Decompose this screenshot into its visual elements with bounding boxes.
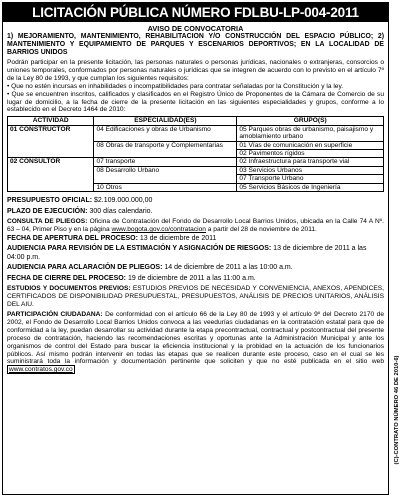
specialty-cell: 08 Obras de transporte y Complementarias	[94, 141, 237, 158]
closing-line	[7, 275, 384, 284]
activity-cell: 01 CONSTRUCTOR	[8, 125, 94, 158]
specialty-cell: 08 Desarrollo Urbano	[94, 166, 237, 183]
clarification-hearing-label: AUDIENCIA PARA ACLARACIÓN DE PLIEGOS:	[7, 264, 163, 272]
specialty-cell: 07 transporte	[94, 158, 237, 166]
contratos-link[interactable]: www.contratos.gov.co	[9, 366, 73, 374]
risk-hearing-value: 13 de diciembre de 2011 a las 04:00 p.m.	[7, 245, 367, 261]
term-value: 300 días calendario.	[89, 207, 153, 215]
group-cell: 02 Pavimentos rígidos	[237, 149, 384, 157]
activity-cell: 02 CONSULTOR	[8, 158, 94, 192]
participation-paragraph	[7, 311, 384, 374]
requirement-bullet-2: • Que se encuentren inscritos, calificados y clasificados en el Registro Único de Proponentes de la Cámara de Comercio de su lugar de domicilio, a la fecha de cierre de la presente licitación en las siguientes especialidades y grupos, conforme a lo establecido en el Decreto 1464 de 2010:	[7, 90, 384, 114]
term-label: PLAZO DE EJECUCIÓN:	[7, 207, 88, 215]
participation-text: De conformidad con el artículo 66 de la Ley 80 de 1993 y el artículo 9º del Decreto 2170 de 2002, el Fondo de Desarrollo Local Barrios Unidos convoca a las veedurías ciudadanas en la contratación estatal para que de conformidad a la ley, puedan desarrollar su actividad durante la etapa precontractual, contractual y postcontractual del presente proceso de contratación, haciendo las recomendaciones escritas y oportunas ante la Administración Municipal y ante los organismos de control del Estado para buscar la eficiencia institucional y la probidad en la actuación de los funcionarios públicos. Así mismo podrán intervenir en todas las etapas que se realicen durante este proceso, caso en el cual se les suministrará toda la información y documentación pertinente que soliciten y que no esté publicada en el sitio web	[7, 311, 384, 366]
group-cell: 03 Servicios Urbanos	[237, 166, 384, 174]
risk-hearing-label: AUDIENCIA PARA REVISIÓN DE LA ESTIMACIÓN Y ASIGNACIÓN DE RIESGOS:	[7, 245, 272, 253]
consulta-label: CONSULTA DE PLIEGOS:	[7, 218, 88, 225]
specialty-cell: 10 Otros	[94, 183, 237, 191]
specialty-cell: 04 Edificaciones y obras de Urbanismo	[94, 125, 237, 141]
participation-label: PARTICIPACIÓN CIUDADANA:	[7, 311, 103, 319]
column-header-actividad: ACTIVIDAD	[8, 117, 94, 125]
budget-label: PRESUPUESTO OFICIAL:	[7, 197, 93, 204]
budget-value: $2.109.000.000,00	[94, 197, 153, 204]
closing-value: 19 de diciembre de 2011 a las 11:00 a.m.	[127, 274, 256, 282]
notice-box	[2, 2, 389, 495]
studies-label: ESTUDIOS Y DOCUMENTOS PREVIOS:	[7, 285, 131, 293]
requirement-bullet-1: • Que no estén incursas en inhabilidades o incompatibilidades para contratar señaladas por la Constitución y la ley.	[7, 82, 344, 90]
group-cell: 02 Infraestructura para transporte vial	[237, 158, 384, 166]
opening-label: FECHA DE APERTURA DEL PROCESO:	[7, 234, 138, 242]
table-row	[8, 158, 384, 166]
side-code-text: (C)-CONTRATO NÚMERO 46 DE 2010-6)	[394, 355, 400, 465]
requirements-table	[7, 116, 384, 192]
table-header-row	[8, 117, 384, 125]
intro-paragraph: Podrán participar en la presente licitación, las personas naturales o personas jurídicas, nacionales o extranjeras, consorcios o uniones temporales, conformados por personas naturales o jurídicas que se integren de acuerdo con lo previsto en el artículo 7º de la Ley 80 de 1993, y que cumplan los siguientes requisitos:	[7, 59, 384, 82]
contratacion-link[interactable]: www.bogota.gov.co/contratacion	[111, 225, 206, 233]
consulta-tail: a partir del 28 de noviembre de 2011.	[207, 225, 317, 233]
risk-hearing-line	[7, 245, 384, 262]
consulta-paragraph	[7, 218, 384, 234]
consulta-text: Oficina de Contratación del Fondo de Desarrollo Local Barrios Unidos, ubicada en la Calle 74 A Nº. 63 – 04, Primer Piso y en la página	[7, 218, 384, 233]
group-cell: 07 Transporte Urbano	[237, 175, 384, 183]
notice-body	[3, 22, 388, 374]
side-code	[392, 330, 402, 490]
column-header-especialidad: ESPECIALIDAD(ES)	[94, 117, 237, 125]
clarification-hearing-value: 14 de diciembre de 2011 a las 10:00 a.m.	[164, 264, 293, 272]
column-header-grupo: GRUPO(S)	[237, 117, 384, 125]
group-cell: 05 Parques obras de urbanismo, paisajismo y amoblamiento urbano	[237, 125, 384, 141]
opening-line	[7, 235, 384, 244]
group-cell: 01 Vías de comunicación en superficie	[237, 141, 384, 149]
studies-text: ESTUDIOS PREVIOS DE NECESIDAD Y CONVENIENCIA, ANEXOS, APENDICES, CERTIFICADOS DE DISPONIBILIDAD PRESUPUESTAL, PRESUPUESTOS, ANÁLISIS DE PRECIOS UNITARIOS, ANÁLISIS DEL AIU.	[7, 285, 384, 309]
studies-paragraph	[7, 285, 384, 309]
group-cell: 05 Servicios Básicos de Ingeniería	[237, 183, 384, 191]
aviso-heading: AVISO DE CONVOCATORIA	[147, 24, 244, 33]
opening-value: 13 de diciembre de 2011	[139, 234, 217, 242]
closing-label: FECHA DE CIERRE DEL PROCESO:	[7, 274, 127, 282]
notice-title: LICITACIÓN PÚBLICA NÚMERO FDLBU-LP-004-2011	[3, 3, 388, 22]
object-statement: 1) MEJORAMIENTO, MANTENIMIENTO, REHABILITACION Y/O CONSTRUCCIÓN DEL ESPACIO PÚBLICO; 2) MANTENIMIENTO Y EQUIPAMIENTO DE PARQUES Y ESCENARIOS DEPORTIVOS; EN LA LOCALIDAD DE BARRIOS UNIDOS	[7, 33, 384, 56]
budget-line	[7, 197, 384, 206]
table-row	[8, 125, 384, 141]
term-line	[7, 208, 384, 217]
clarification-hearing-line	[7, 264, 384, 273]
